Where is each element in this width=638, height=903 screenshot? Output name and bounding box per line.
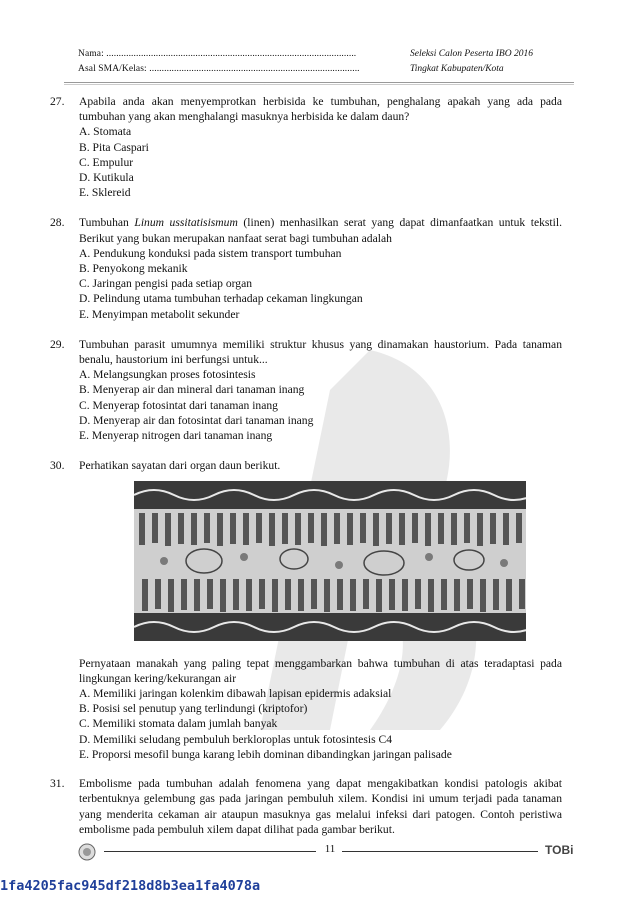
question-stem: Apabila anda akan menyemprotkan herbisida ke tumbuhan, penghalang apakah yang ada pada tumbuhan yang akan menghalangi masuknya herbisida ke dalam daun? — [79, 95, 562, 124]
option-b: B. Penyokong mekanik — [79, 262, 188, 276]
leaf-cross-section-micrograph — [134, 481, 526, 641]
question-31 — [50, 776, 562, 837]
school-field-label: Asal SMA/Kelas: ..................................................................................... — [78, 64, 360, 74]
option-a: A. Melangsungkan proses fotosintesis — [79, 368, 256, 382]
option-c: C. Menyerap fotosintat dari tanaman inang — [79, 398, 278, 412]
question-number: 31. — [50, 777, 65, 791]
option-a: A. Stomata — [79, 125, 132, 139]
question-28 — [50, 215, 562, 321]
header-level: Tingkat Kabupaten/Kota — [410, 64, 504, 74]
header-title: Seleksi Calon Peserta IBO 2016 — [410, 49, 533, 59]
option-d: D. Pelindung utama tumbuhan terhadap cekaman lingkungan — [79, 292, 363, 306]
document-hash: 1fa4205fac945df218d8b3ea1fa4078a — [0, 878, 261, 894]
option-e: E. Sklereid — [79, 186, 131, 200]
species-name: Linum ussitatisismum — [134, 216, 238, 230]
option-c: C. Memiliki stomata dalam jumlah banyak — [79, 717, 278, 731]
option-d: D. Menyerap air dan fotosintat dari tanaman inang — [79, 413, 314, 427]
option-b: B. Menyerap air dan mineral dari tanaman inang — [79, 383, 305, 397]
question-stem: Perhatikan sayatan dari organ daun berikut. — [79, 459, 281, 473]
option-d: D. Kutikula — [79, 171, 134, 185]
question-27 — [50, 94, 562, 200]
question-stem: Tumbuhan parasit umumnya memiliki struktur khusus yang dinamakan haustorium. Pada tanaman benalu, haustorium ini berfungsi untuk... — [79, 337, 562, 367]
header-divider — [64, 82, 574, 83]
option-b: B. Pita Caspari — [79, 140, 149, 154]
question-number: 27. — [50, 95, 65, 108]
question-number: 29. — [50, 337, 65, 351]
header-divider-secondary — [64, 84, 574, 85]
footer-divider-left — [104, 851, 316, 852]
option-e: E. Menyimpan metabolit sekunder — [79, 307, 240, 321]
tobi-logo: TOBi — [545, 843, 574, 857]
page-number: 11 — [324, 843, 336, 855]
question-stem: Embolisme pada tumbuhan adalah fenomena yang dapat mengakibatkan kondisi patologis akibat terbentuknya gelembung gas pada jaringan pembuluh xilem. Kondisi ini umum terjadi pada tanaman yang menderita cekaman air ataupun masuknya gas melalui infeksi dari patogen. Contoh peristiwa embolisme pada pembuluh xilem dapat dilihat pada gambar berikut. — [79, 777, 562, 836]
option-b: B. Posisi sel penutup yang terlindungi (kriptofor) — [79, 702, 308, 716]
question-stem-continuation: Pernyataan manakah yang paling tepat menggambarkan bahwa tumbuhan di atas teradaptasi pada lingkungan kering/kekurangan air — [79, 656, 562, 685]
institution-seal-icon — [78, 843, 96, 861]
option-e: E. Menyerap nitrogen dari tanaman inang — [79, 429, 273, 443]
question-list — [50, 94, 562, 852]
option-c: C. Empulur — [79, 155, 134, 169]
page-header — [78, 47, 570, 77]
option-c: C. Jaringan pengisi pada setiap organ — [79, 277, 253, 291]
option-a: A. Memiliki jaringan kolenkim dibawah lapisan epidermis adaksial — [79, 687, 392, 701]
footer-divider-right — [342, 851, 538, 852]
question-29 — [50, 337, 562, 443]
option-d: D. Memiliki seludang pembuluh berkloroplas untuk fotosintesis C4 — [79, 732, 393, 746]
question-stem: Tumbuhan Linum ussitatisismum (linen) menhasilkan serat yang dapat dimanfaatkan untuk tekstil. Berikut yang bukan merupakan nanfaat serat bagi tumbuhan adalah — [79, 216, 562, 245]
question-number: 28. — [50, 216, 65, 230]
question-30 — [50, 458, 562, 762]
question-number: 30. — [50, 459, 65, 473]
name-field-label: Nama: ..................................................................................................... — [78, 49, 357, 59]
option-e: E. Proporsi mesofil bunga karang lebih dominan dibandingkan jaringan palisade — [79, 747, 452, 761]
option-a: A. Pendukung konduksi pada sistem transport tumbuhan — [79, 246, 342, 260]
